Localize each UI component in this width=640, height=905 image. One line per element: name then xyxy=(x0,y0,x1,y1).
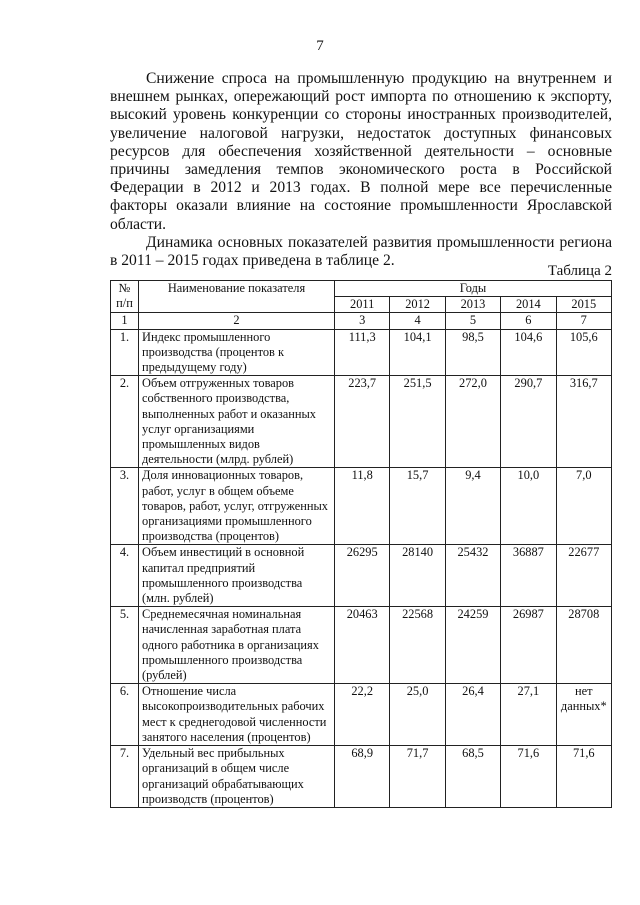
column-index: 5 xyxy=(445,313,500,329)
indicator-value: 10,0 xyxy=(501,468,556,545)
indicator-value: 27,1 xyxy=(501,684,556,746)
indicator-value: 105,6 xyxy=(556,329,611,376)
table-row xyxy=(111,746,612,808)
indicator-value: 68,9 xyxy=(335,746,390,808)
header-no: № п/п xyxy=(111,281,139,313)
indicator-value: 98,5 xyxy=(445,329,500,376)
column-index: 4 xyxy=(390,313,445,329)
row-number: 7. xyxy=(111,746,139,808)
indicator-value: 251,5 xyxy=(390,376,445,468)
indicator-value: 25,0 xyxy=(390,684,445,746)
header-year: 2011 xyxy=(335,297,390,313)
header-year: 2012 xyxy=(390,297,445,313)
indicator-value: 25432 xyxy=(445,545,500,607)
indicator-value: 71,7 xyxy=(390,746,445,808)
header-year: 2014 xyxy=(501,297,556,313)
header-years-label: Годы xyxy=(335,281,612,297)
indicator-value: 28708 xyxy=(556,607,611,684)
column-index-row xyxy=(111,313,612,329)
indicator-value: 272,0 xyxy=(445,376,500,468)
indicator-name: Индекс промышленного производства (процентов к предыдущему году) xyxy=(139,329,335,376)
indicator-value: 7,0 xyxy=(556,468,611,545)
table-row xyxy=(111,607,612,684)
header-year: 2013 xyxy=(445,297,500,313)
table-row xyxy=(111,684,612,746)
row-number: 1. xyxy=(111,329,139,376)
indicator-name: Объем инвестиций в основной капитал предприятий промышленного производства (млн. рублей) xyxy=(139,545,335,607)
indicator-name: Удельный вес прибыльных организаций в общем числе организаций обрабатывающих производств (процентов) xyxy=(139,746,335,808)
indicator-value: 22568 xyxy=(390,607,445,684)
indicator-value: 9,4 xyxy=(445,468,500,545)
indicator-value: 104,6 xyxy=(501,329,556,376)
row-number: 3. xyxy=(111,468,139,545)
indicator-name: Доля инновационных товаров, работ, услуг в общем объеме товаров, работ, услуг, отгруженных организациями промышленного производства (процентов) xyxy=(139,468,335,545)
table-caption: Таблица 2 xyxy=(547,263,612,279)
indicator-value: 68,5 xyxy=(445,746,500,808)
indicators-table xyxy=(110,280,612,808)
indicator-value: 104,1 xyxy=(390,329,445,376)
header-name: Наименование показателя xyxy=(139,281,335,313)
indicator-value: 71,6 xyxy=(556,746,611,808)
table-row xyxy=(111,468,612,545)
indicator-value: 26987 xyxy=(501,607,556,684)
indicator-value: 71,6 xyxy=(501,746,556,808)
indicator-value: 22677 xyxy=(556,545,611,607)
header-year: 2015 xyxy=(556,297,611,313)
table-row xyxy=(111,329,612,376)
indicator-name: Среднемесячная номинальная начисленная заработная плата одного работника в организациях промышленного производства (рублей) xyxy=(139,607,335,684)
indicator-value: нет данных* xyxy=(556,684,611,746)
indicator-value: 290,7 xyxy=(501,376,556,468)
column-index: 7 xyxy=(556,313,611,329)
indicator-value: 316,7 xyxy=(556,376,611,468)
row-number: 6. xyxy=(111,684,139,746)
page-number: 7 xyxy=(316,38,324,54)
row-number: 5. xyxy=(111,607,139,684)
column-index: 2 xyxy=(139,313,335,329)
indicator-value: 26295 xyxy=(335,545,390,607)
indicator-value: 36887 xyxy=(501,545,556,607)
column-index: 3 xyxy=(335,313,390,329)
indicator-value: 24259 xyxy=(445,607,500,684)
paragraph-1: Снижение спроса на промышленную продукцию на внутреннем и внешнем рынках, опережающий рост импорта по отношению к экспорту, высокий уровень конкуренции со стороны иностранных производителей, увеличение налоговой нагрузки, недостаток доступных финансовых ресурсов для обеспечения хозяйственной деятельности – основные причины замедления темпов экономического роста в Российской Федерации в 2012 и 2013 годах. В полной мере все перечисленные факторы оказали влияние на состояние промышленности Ярославской области. xyxy=(110,70,612,233)
table-header-row xyxy=(111,281,612,297)
indicator-value: 223,7 xyxy=(335,376,390,468)
indicator-value: 11,8 xyxy=(335,468,390,545)
table-row xyxy=(111,376,612,468)
indicator-name: Объем отгруженных товаров собственного производства, выполненных работ и оказанных услуг организациями промышленных видов деятельности (млрд. рублей) xyxy=(139,376,335,468)
indicator-value: 20463 xyxy=(335,607,390,684)
indicator-value: 28140 xyxy=(390,545,445,607)
indicator-value: 22,2 xyxy=(335,684,390,746)
indicator-value: 111,3 xyxy=(335,329,390,376)
paragraph-2: Динамика основных показателей развития промышленности региона в 2011 – 2015 годах приведена в таблице 2. xyxy=(110,233,612,270)
column-index: 1 xyxy=(111,313,139,329)
indicator-value: 26,4 xyxy=(445,684,500,746)
row-number: 2. xyxy=(111,376,139,468)
body-text xyxy=(110,70,612,270)
table-row xyxy=(111,545,612,607)
indicator-name: Отношение числа высокопроизводительных рабочих мест к среднегодовой численности занятого населения (процентов) xyxy=(139,684,335,746)
column-index: 6 xyxy=(501,313,556,329)
row-number: 4. xyxy=(111,545,139,607)
indicator-value: 15,7 xyxy=(390,468,445,545)
